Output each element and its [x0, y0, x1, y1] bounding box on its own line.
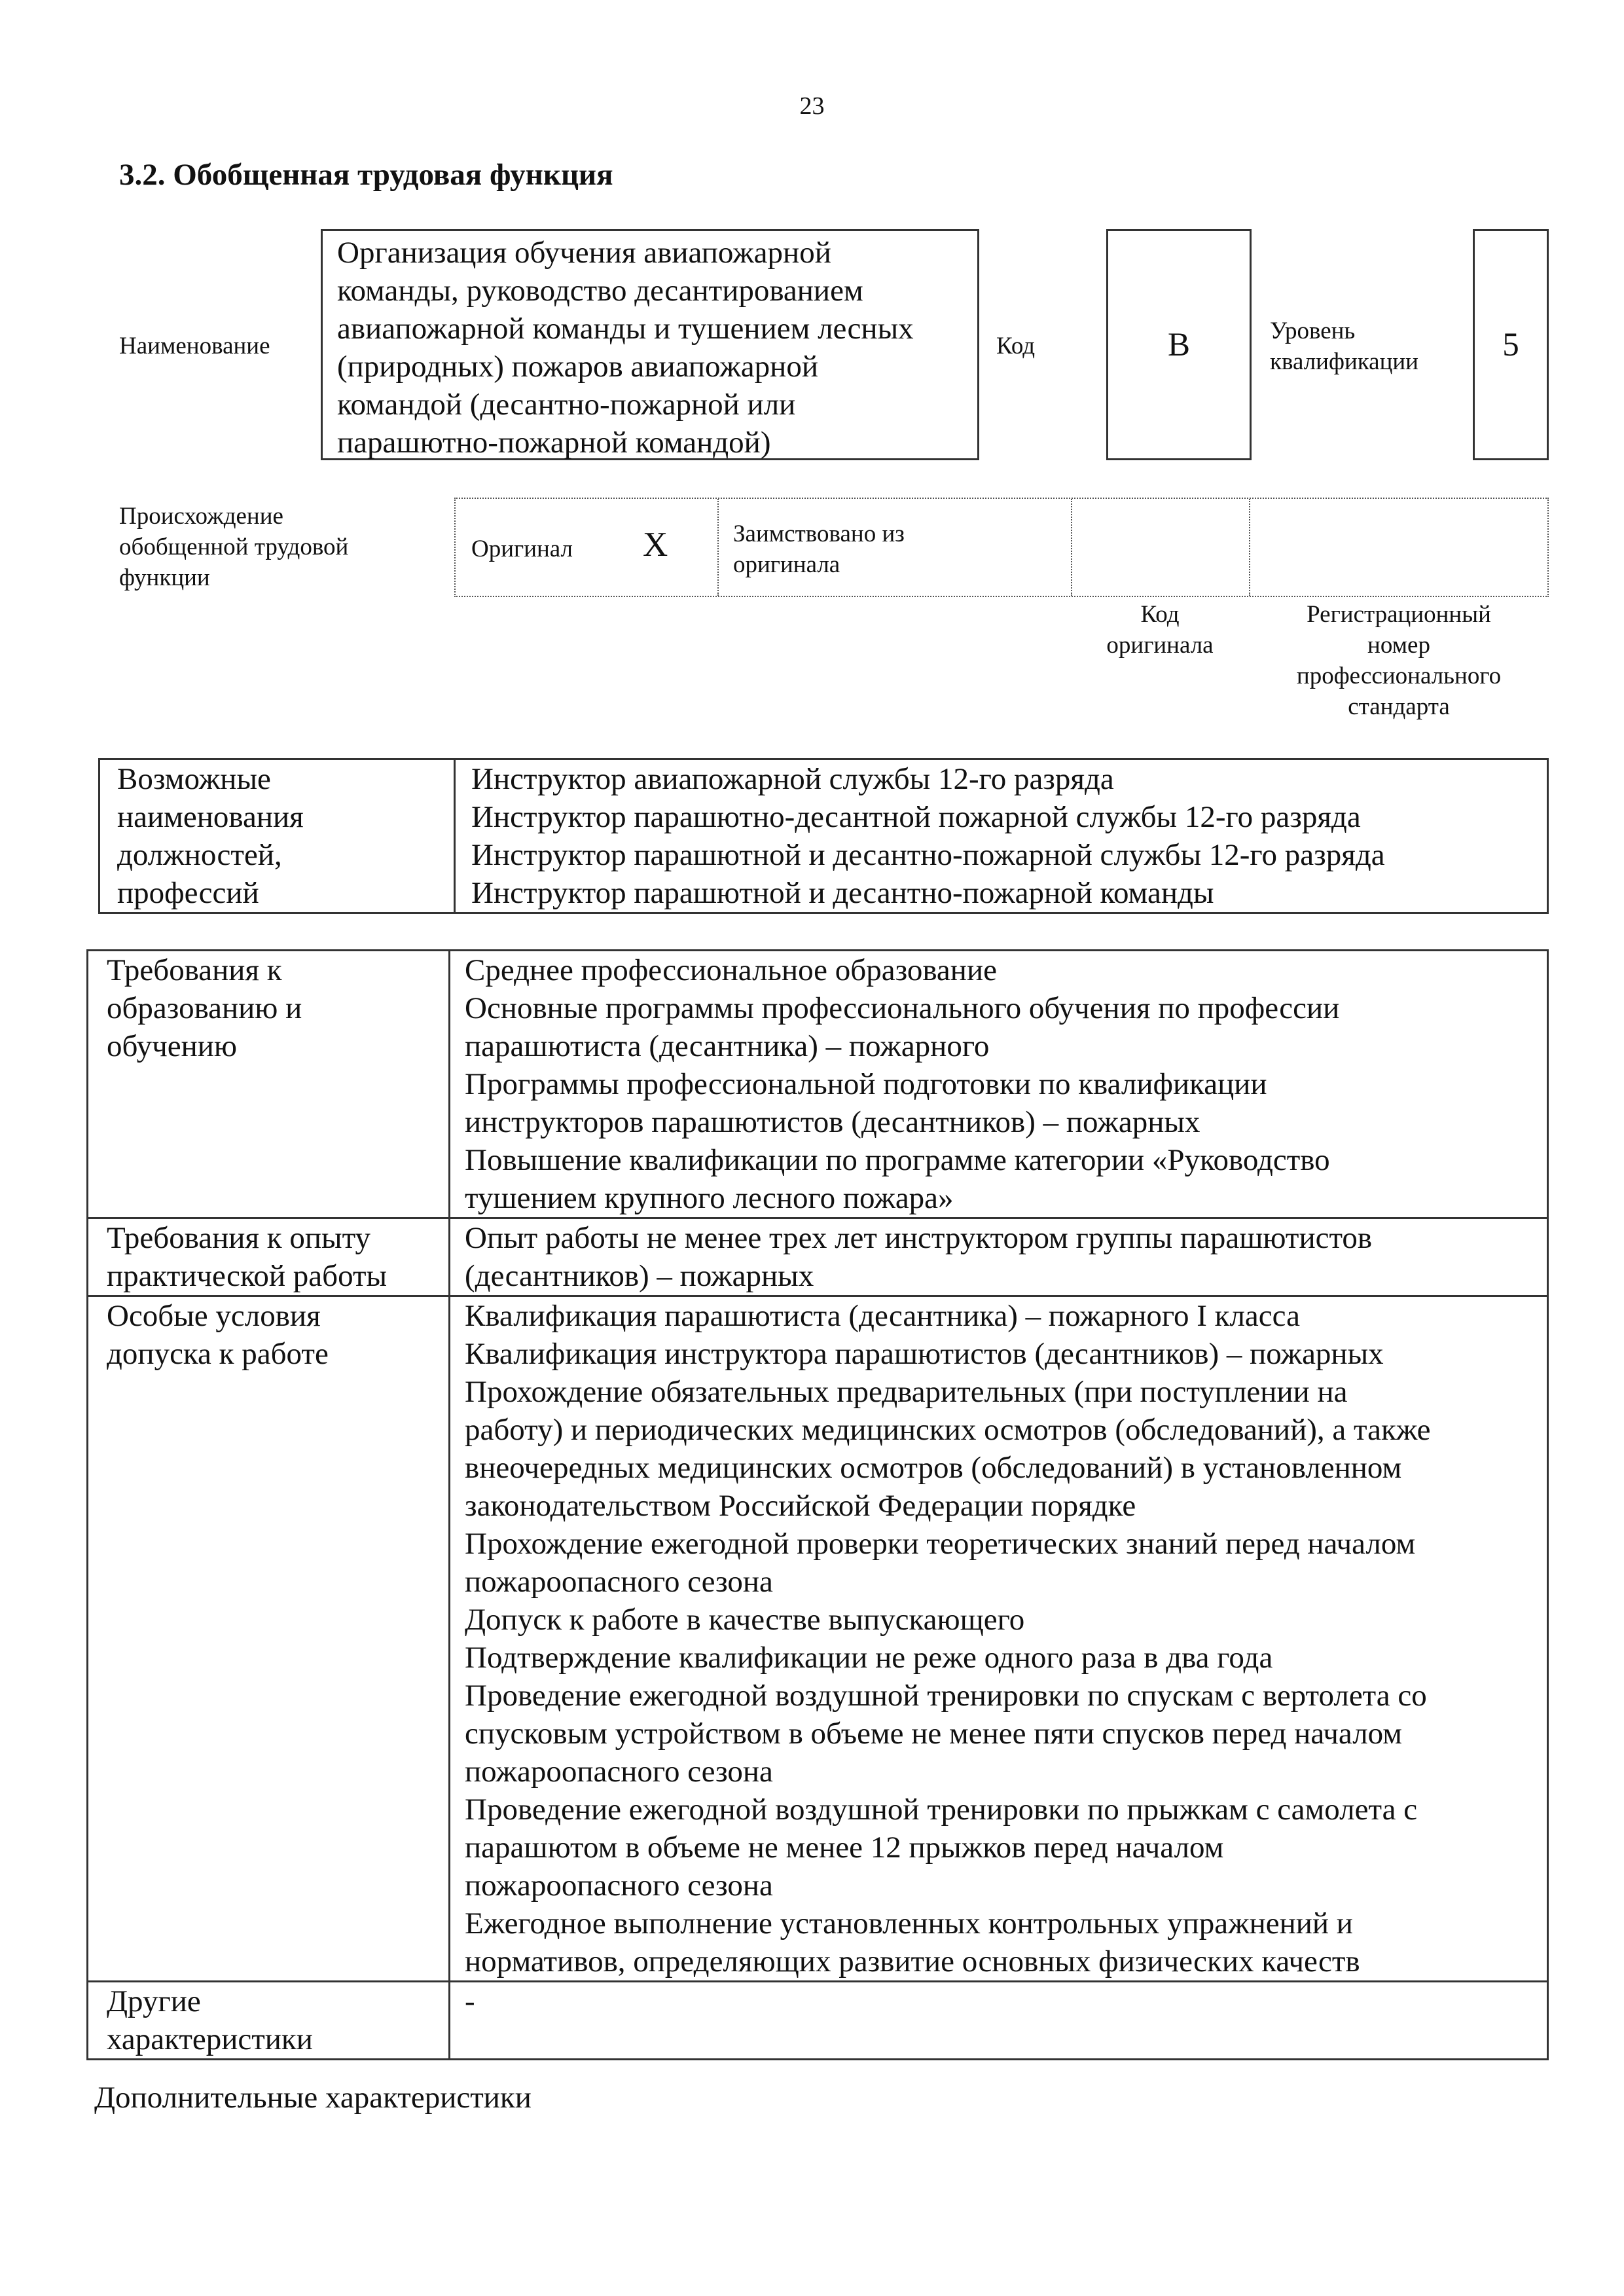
reg-number-label-line: стандарта — [1348, 693, 1450, 720]
reg-number-label-line: Регистрационный — [1307, 601, 1491, 628]
qualification-level-label-line: Уровень — [1270, 318, 1356, 344]
admission-line: спусковым устройством в объеме не менее пяти спусков перед началом — [465, 1717, 1403, 1751]
education-line: тушением крупного лесного пожара» — [465, 1181, 954, 1215]
borrowed-label-line: оригинала — [733, 551, 840, 578]
positions-values-cell — [455, 759, 1548, 913]
positions-label-line: наименования — [117, 800, 304, 834]
admission-line: пожароопасного сезона — [465, 1755, 773, 1789]
origin-label-line: обобщенной трудовой — [119, 534, 349, 560]
other-label-line: характеристики — [107, 2022, 313, 2056]
admission-line: внеочередных медицинских осмотров (обследований) в установленном — [465, 1451, 1402, 1485]
admission-line: работу) и периодических медицинских осмотров (обследований), а также — [465, 1413, 1431, 1447]
education-value-cell — [450, 951, 1548, 1218]
education-line: Основные программы профессионального обучения по профессии — [465, 991, 1340, 1025]
code-original-label-line: оригинала — [1106, 632, 1214, 659]
table-row — [88, 1982, 1548, 2060]
qualification-level-label — [1270, 316, 1418, 377]
admission-label-cell — [88, 1296, 450, 1982]
origin-code-cell — [1072, 499, 1250, 596]
positions-table — [98, 758, 1549, 914]
position-item: Инструктор парашютной и десантно-пожарной службы 12-го разряда — [471, 838, 1385, 872]
education-label-line: образованию и — [107, 991, 302, 1025]
education-line: Программы профессиональной подготовки по квалификации — [465, 1067, 1267, 1101]
admission-line: Проведение ежегодной воздушной тренировки по спускам с вертолета со — [465, 1679, 1427, 1713]
requirements-table — [86, 949, 1549, 2060]
education-line: парашютиста (десантника) – пожарного — [465, 1029, 990, 1063]
other-label-cell — [88, 1982, 450, 2060]
origin-reg-number-cell — [1250, 499, 1547, 596]
other-value-cell — [450, 1982, 1548, 2060]
position-item: Инструктор авиапожарной службы 12-го разряда — [471, 762, 1114, 796]
original-label: Оригинал — [471, 536, 573, 562]
page-number: 23 — [799, 92, 825, 120]
experience-label-line: Требования к опыту — [107, 1221, 371, 1255]
function-name-line: парашютно-пожарной командой) — [337, 426, 771, 460]
education-label-line: обучению — [107, 1029, 238, 1063]
function-name-line: команды, руководство десантированием — [337, 274, 863, 308]
admission-label-line: допуска к работе — [107, 1337, 329, 1371]
table-row — [99, 759, 1548, 913]
function-name-line: командой (десантно-пожарной или — [337, 388, 796, 422]
admission-line: Подтверждение квалификации не реже одного раза в два года — [465, 1641, 1273, 1675]
function-name-line: авиапожарной команды и тушением лесных — [337, 312, 914, 346]
code-original-label — [1071, 599, 1249, 661]
qualification-level-value: 5 — [1502, 326, 1519, 363]
origin-label-line: функции — [119, 564, 210, 591]
section-title: 3.2. Обобщенная трудовая функция — [119, 158, 613, 192]
admission-line: Допуск к работе в качестве выпускающего — [465, 1603, 1025, 1637]
other-label-line: Другие — [107, 1984, 201, 2018]
origin-table — [454, 498, 1549, 597]
additional-characteristics-heading: Дополнительные характеристики — [94, 2081, 532, 2115]
admission-line: Квалификация парашютиста (десантника) – пожарного I класса — [465, 1299, 1300, 1333]
experience-label-cell — [88, 1218, 450, 1296]
experience-line: (десантников) – пожарных — [465, 1259, 814, 1293]
admission-line: пожароопасного сезона — [465, 1565, 773, 1599]
admission-value-cell — [450, 1296, 1548, 1982]
admission-line: нормативов, определяющих развитие основных физических качеств — [465, 1944, 1360, 1978]
position-item: Инструктор парашютно-десантной пожарной службы 12-го разряда — [471, 800, 1361, 834]
admission-line: Прохождение ежегодной проверки теоретических знаний перед началом — [465, 1527, 1416, 1561]
table-row — [88, 951, 1548, 1218]
other-line: - — [465, 1984, 475, 2018]
origin-original-cell — [456, 499, 719, 596]
code-value: B — [1167, 326, 1191, 363]
education-label-cell — [88, 951, 450, 1218]
education-line: Повышение квалификации по программе категории «Руководство — [465, 1143, 1330, 1177]
table-row — [88, 1296, 1548, 1982]
function-name-box — [321, 229, 979, 460]
code-label: Код — [996, 333, 1036, 359]
reg-number-label-line: номер — [1367, 632, 1430, 659]
admission-line: Ежегодное выполнение установленных контрольных упражнений и — [465, 1906, 1353, 1941]
reg-number-label — [1249, 599, 1549, 722]
function-name-line: (природных) пожаров авиапожарной — [337, 350, 818, 384]
admission-line: парашютом в объеме не менее 12 прыжков перед началом — [465, 1831, 1224, 1865]
positions-label-cell — [99, 759, 455, 913]
admission-line: Проведение ежегодной воздушной тренировки по прыжкам с самолета с — [465, 1793, 1418, 1827]
positions-label-line: Возможные — [117, 762, 271, 796]
table-row — [88, 1218, 1548, 1296]
original-mark: X — [643, 526, 668, 564]
admission-line: пожароопасного сезона — [465, 1868, 773, 1903]
origin-label — [119, 501, 348, 593]
origin-label-line: Происхождение — [119, 503, 283, 530]
admission-line: законодательством Российской Федерации порядке — [465, 1489, 1136, 1523]
qualification-level-box — [1473, 229, 1549, 460]
name-label: Наименование — [119, 333, 270, 359]
education-label-line: Требования к — [107, 953, 282, 987]
positions-label-line: должностей, — [117, 838, 282, 872]
reg-number-label-line: профессионального — [1296, 663, 1502, 689]
education-line: инструкторов парашютистов (десантников) – пожарных — [465, 1105, 1200, 1139]
admission-line: Квалификация инструктора парашютистов (десантников) – пожарных — [465, 1337, 1384, 1371]
qualification-level-label-line: квалификации — [1270, 348, 1418, 375]
code-value-box — [1106, 229, 1252, 460]
experience-value-cell — [450, 1218, 1548, 1296]
code-original-label-line: Код — [1140, 601, 1180, 628]
education-line: Среднее профессиональное образование — [465, 953, 997, 987]
position-item: Инструктор парашютной и десантно-пожарной команды — [471, 876, 1214, 910]
experience-label-line: практической работы — [107, 1259, 388, 1293]
admission-line: Прохождение обязательных предварительных (при поступлении на — [465, 1375, 1348, 1409]
admission-label-line: Особые условия — [107, 1299, 321, 1333]
borrowed-label-line: Заимствовано из — [733, 520, 905, 547]
origin-borrowed-cell — [719, 499, 1072, 596]
positions-label-line: профессий — [117, 876, 259, 910]
experience-line: Опыт работы не менее трех лет инструктором группы парашютистов — [465, 1221, 1373, 1255]
function-name-line: Организация обучения авиапожарной — [337, 236, 831, 270]
